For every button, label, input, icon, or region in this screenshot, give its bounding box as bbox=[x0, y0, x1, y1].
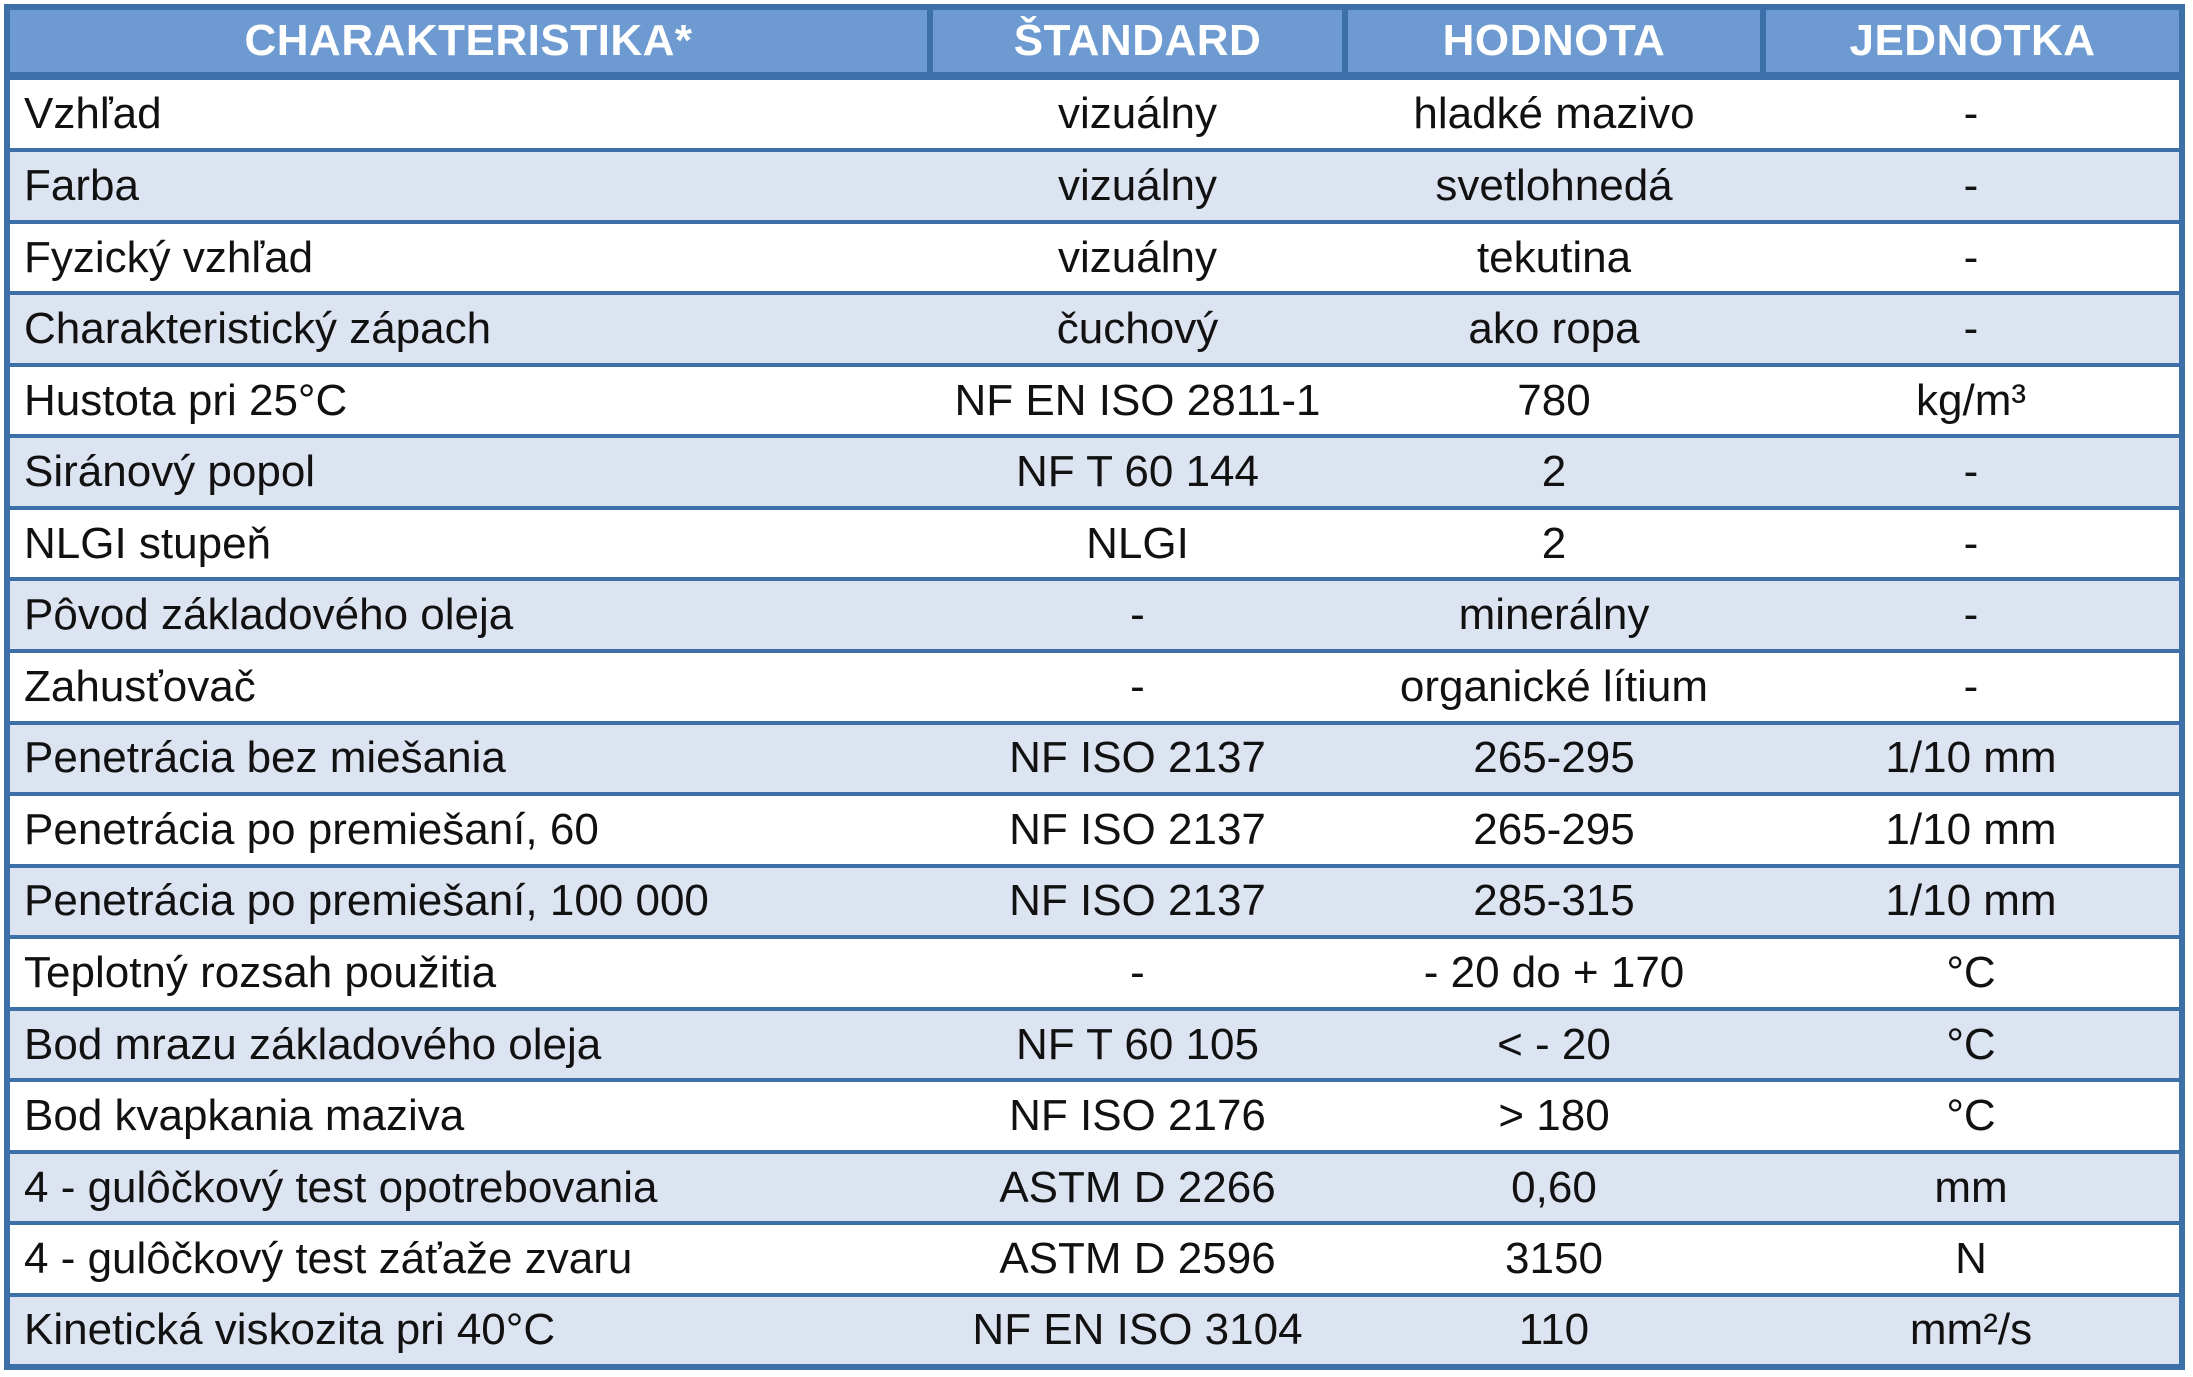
characteristic-cell: Farba bbox=[10, 150, 930, 222]
characteristic-cell: Bod mrazu základového oleja bbox=[10, 1009, 930, 1081]
value-cell: 265-295 bbox=[1345, 794, 1763, 866]
table-row bbox=[10, 222, 2179, 294]
table-row bbox=[10, 1080, 2179, 1152]
standard-cell: - bbox=[930, 651, 1345, 723]
unit-cell: - bbox=[1763, 76, 2179, 150]
unit-cell: - bbox=[1763, 150, 2179, 222]
characteristic-cell: Charakteristický zápach bbox=[10, 293, 930, 365]
value-cell: minerálny bbox=[1345, 579, 1763, 651]
value-cell: ako ropa bbox=[1345, 293, 1763, 365]
standard-cell: vizuálny bbox=[930, 150, 1345, 222]
table-row bbox=[10, 508, 2179, 580]
table-row bbox=[10, 1009, 2179, 1081]
characteristic-cell: Fyzický vzhľad bbox=[10, 222, 930, 294]
table-row bbox=[10, 937, 2179, 1009]
table-row bbox=[10, 76, 2179, 150]
value-cell: hladké mazivo bbox=[1345, 76, 1763, 150]
standard-cell: NF ISO 2137 bbox=[930, 866, 1345, 938]
characteristic-cell: Bod kvapkania maziva bbox=[10, 1080, 930, 1152]
characteristic-cell: Penetrácia bez miešania bbox=[10, 723, 930, 795]
characteristic-cell: 4 - gulôčkový test opotrebovania bbox=[10, 1152, 930, 1224]
value-cell: 265-295 bbox=[1345, 723, 1763, 795]
table-row bbox=[10, 1152, 2179, 1224]
table-row bbox=[10, 293, 2179, 365]
unit-cell: - bbox=[1763, 651, 2179, 723]
header-row bbox=[10, 10, 2179, 76]
value-cell: 780 bbox=[1345, 365, 1763, 437]
unit-cell: 1/10 mm bbox=[1763, 866, 2179, 938]
unit-cell: N bbox=[1763, 1223, 2179, 1295]
characteristic-cell: Vzhľad bbox=[10, 76, 930, 150]
unit-cell: - bbox=[1763, 579, 2179, 651]
value-cell: 0,60 bbox=[1345, 1152, 1763, 1224]
unit-cell: kg/m³ bbox=[1763, 365, 2179, 437]
standard-cell: NF EN ISO 3104 bbox=[930, 1295, 1345, 1364]
table-row bbox=[10, 723, 2179, 795]
characteristic-cell: Pôvod základového oleja bbox=[10, 579, 930, 651]
properties-table-frame bbox=[4, 4, 2185, 1370]
characteristic-cell: Penetrácia po premiešaní, 100 000 bbox=[10, 866, 930, 938]
value-cell: organické lítium bbox=[1345, 651, 1763, 723]
table-row bbox=[10, 794, 2179, 866]
table-body bbox=[10, 76, 2179, 1364]
value-cell: svetlohnedá bbox=[1345, 150, 1763, 222]
unit-cell: - bbox=[1763, 436, 2179, 508]
table-row bbox=[10, 1295, 2179, 1364]
standard-cell: ASTM D 2596 bbox=[930, 1223, 1345, 1295]
standard-cell: NLGI bbox=[930, 508, 1345, 580]
characteristic-cell: Teplotný rozsah použitia bbox=[10, 937, 930, 1009]
standard-cell: NF T 60 144 bbox=[930, 436, 1345, 508]
header-characteristic: CHARAKTERISTIKA* bbox=[10, 10, 930, 76]
standard-cell: NF ISO 2137 bbox=[930, 794, 1345, 866]
value-cell: > 180 bbox=[1345, 1080, 1763, 1152]
unit-cell: °C bbox=[1763, 937, 2179, 1009]
value-cell: 2 bbox=[1345, 436, 1763, 508]
unit-cell: - bbox=[1763, 293, 2179, 365]
characteristic-cell: 4 - gulôčkový test záťaže zvaru bbox=[10, 1223, 930, 1295]
characteristic-cell: Penetrácia po premiešaní, 60 bbox=[10, 794, 930, 866]
unit-cell: mm²/s bbox=[1763, 1295, 2179, 1364]
standard-cell: vizuálny bbox=[930, 222, 1345, 294]
table-row bbox=[10, 866, 2179, 938]
unit-cell: 1/10 mm bbox=[1763, 723, 2179, 795]
table-row bbox=[10, 436, 2179, 508]
unit-cell: - bbox=[1763, 222, 2179, 294]
header-standard: ŠTANDARD bbox=[930, 10, 1345, 76]
header-value: HODNOTA bbox=[1345, 10, 1763, 76]
characteristic-cell: Hustota pri 25°C bbox=[10, 365, 930, 437]
unit-cell: °C bbox=[1763, 1009, 2179, 1081]
standard-cell: čuchový bbox=[930, 293, 1345, 365]
characteristic-cell: NLGI stupeň bbox=[10, 508, 930, 580]
standard-cell: NF T 60 105 bbox=[930, 1009, 1345, 1081]
value-cell: 110 bbox=[1345, 1295, 1763, 1364]
table-row bbox=[10, 651, 2179, 723]
standard-cell: vizuálny bbox=[930, 76, 1345, 150]
unit-cell: °C bbox=[1763, 1080, 2179, 1152]
value-cell: - 20 do + 170 bbox=[1345, 937, 1763, 1009]
value-cell: 2 bbox=[1345, 508, 1763, 580]
value-cell: < - 20 bbox=[1345, 1009, 1763, 1081]
value-cell: 285-315 bbox=[1345, 866, 1763, 938]
standard-cell: ASTM D 2266 bbox=[930, 1152, 1345, 1224]
unit-cell: - bbox=[1763, 508, 2179, 580]
characteristic-cell: Kinetická viskozita pri 40°C bbox=[10, 1295, 930, 1364]
value-cell: 3150 bbox=[1345, 1223, 1763, 1295]
unit-cell: 1/10 mm bbox=[1763, 794, 2179, 866]
value-cell: tekutina bbox=[1345, 222, 1763, 294]
standard-cell: NF ISO 2176 bbox=[930, 1080, 1345, 1152]
standard-cell: NF EN ISO 2811-1 bbox=[930, 365, 1345, 437]
standard-cell: - bbox=[930, 937, 1345, 1009]
standard-cell: NF ISO 2137 bbox=[930, 723, 1345, 795]
unit-cell: mm bbox=[1763, 1152, 2179, 1224]
table-row bbox=[10, 1223, 2179, 1295]
standard-cell: - bbox=[930, 579, 1345, 651]
properties-table bbox=[10, 10, 2179, 1364]
header-unit: JEDNOTKA bbox=[1763, 10, 2179, 76]
characteristic-cell: Siránový popol bbox=[10, 436, 930, 508]
table-row bbox=[10, 150, 2179, 222]
table-row bbox=[10, 365, 2179, 437]
table-row bbox=[10, 579, 2179, 651]
characteristic-cell: Zahusťovač bbox=[10, 651, 930, 723]
table-header bbox=[10, 10, 2179, 76]
